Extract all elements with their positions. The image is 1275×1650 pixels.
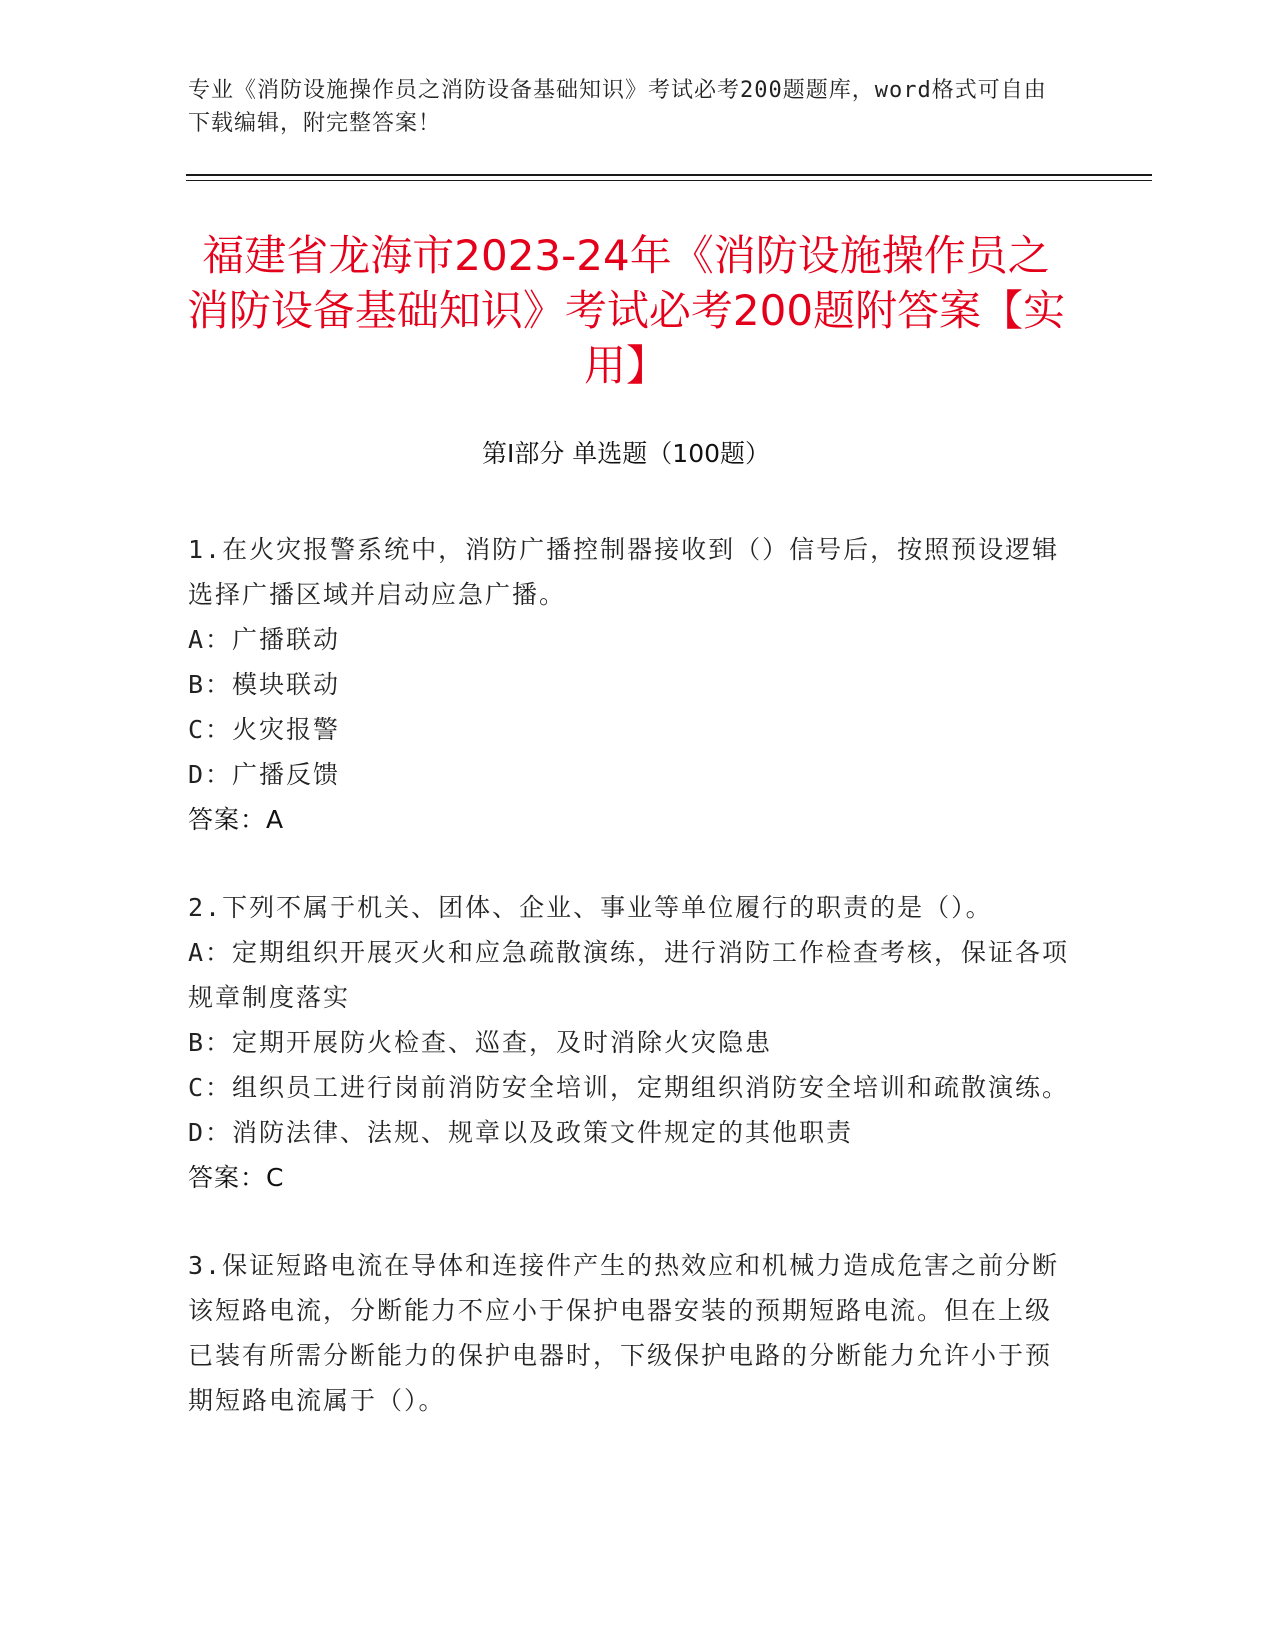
question-stem: 3.保证短路电流在导体和连接件产生的热效应和机械力造成危害之前分断该短路电流，分断能力不应小于保护电器安装的预期短路电流。但在上级已装有所需分断能力的保护电器时，下级保护电路的分断能力允许小于预期短路电流属于（）。 <box>188 1251 1060 1415</box>
option-b: B：模块联动 <box>188 670 341 699</box>
option-d: D：广播反馈 <box>188 760 341 789</box>
section-title: 第Ⅰ部分 单选题（100题） <box>481 439 771 468</box>
option-a: A：广播联动 <box>188 625 341 654</box>
header-note: 专业《消防设施操作员之消防设备基础知识》考试必考200题题库，word格式可自由下载编辑，附完整答案！ <box>188 78 1047 136</box>
option-c: C：火灾报警 <box>188 715 341 744</box>
option-a: A：定期组织开展灭火和应急疏散演练，进行消防工作检查考核，保证各项规章制度落实 <box>188 938 1070 1012</box>
option-b: B：定期开展防火检查、巡查，及时消除火灾隐患 <box>188 1028 773 1057</box>
answer: 答案：C <box>188 1163 285 1192</box>
option-c: C：组织员工进行岗前消防安全培训，定期组织消防安全培训和疏散演练。 <box>188 1073 1070 1102</box>
option-d: D：消防法律、法规、规章以及政策文件规定的其他职责 <box>188 1118 854 1147</box>
question-list <box>188 527 1078 1466</box>
question-stem: 1.在火灾报警系统中，消防广播控制器接收到（）信号后，按照预设逻辑选择广播区域并启动应急广播。 <box>188 535 1060 609</box>
question-3 <box>188 1243 1078 1423</box>
question-1 <box>188 527 1078 842</box>
question-2 <box>188 885 1078 1200</box>
header-rule-thin <box>186 180 1152 181</box>
document-title: 福建省龙海市2023-24年《消防设施操作员之消防设备基础知识》考试必考200题附答案【实用】 <box>186 231 1066 390</box>
header-rule-thick <box>186 174 1152 176</box>
answer: 答案：A <box>188 805 285 834</box>
question-stem: 2.下列不属于机关、团体、企业、事业等单位履行的职责的是（）。 <box>188 893 993 922</box>
